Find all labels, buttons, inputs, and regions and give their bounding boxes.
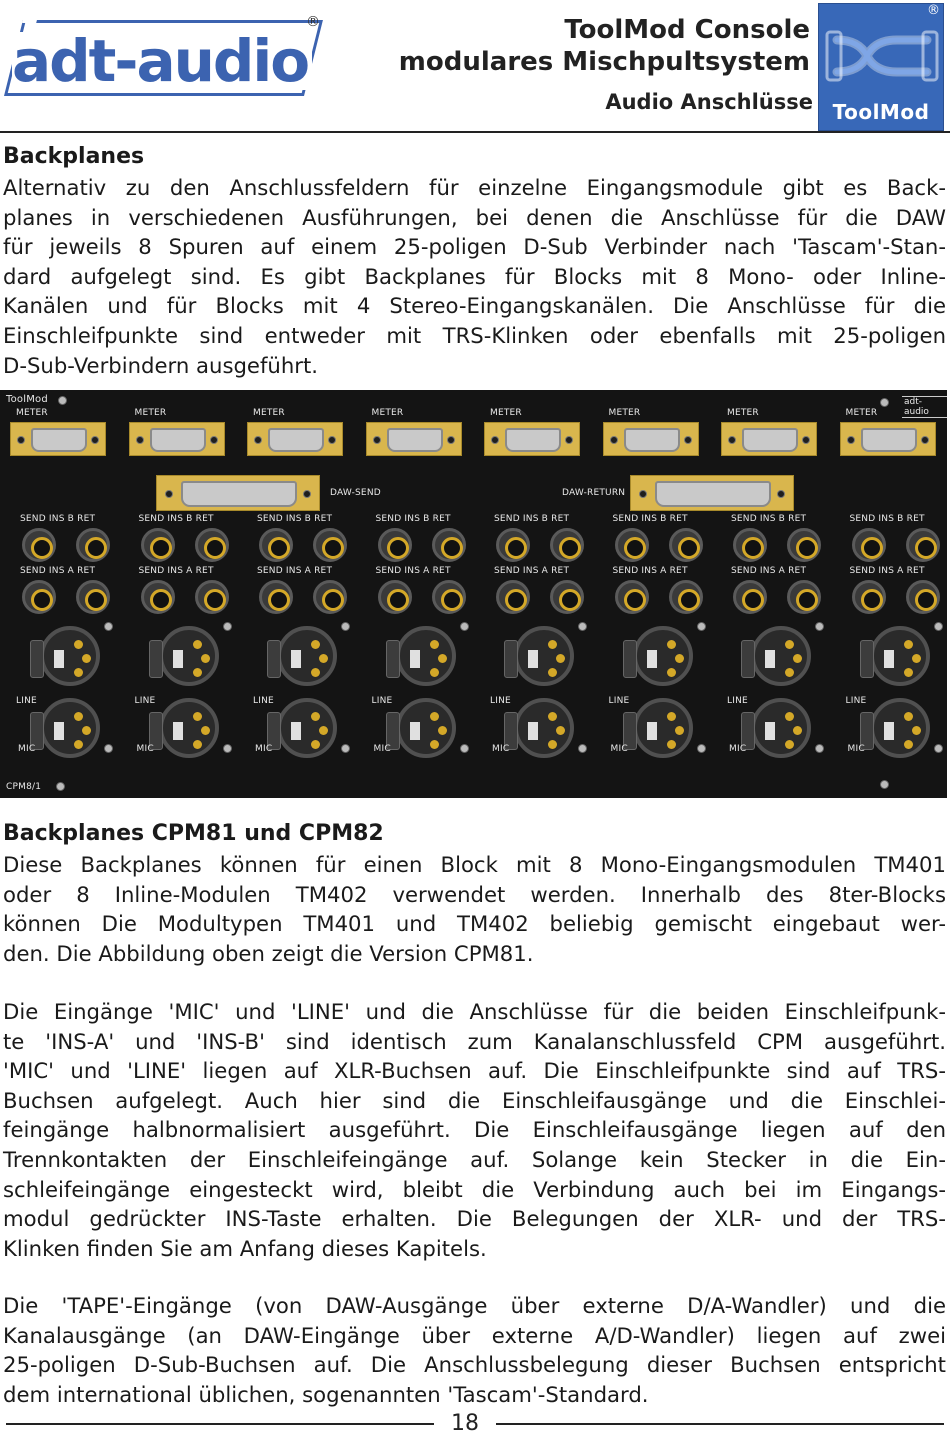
mic-label: MIC (610, 744, 628, 754)
insert-a-label: SEND INS A RET (731, 566, 807, 576)
line-xlr-connector (870, 626, 930, 686)
insert-b-send-jack (22, 528, 56, 562)
panel-screw (460, 622, 469, 631)
insert-a-label: SEND INS A RET (612, 566, 688, 576)
paragraph-line: für jeweils 8 Spuren auf einem 25-poligen D-Sub Verbinder nach 'Tascam'-Stan- (3, 234, 946, 260)
meter-label: METER (845, 408, 878, 418)
meter-label: METER (253, 408, 285, 418)
mic-xlr-connector (514, 698, 574, 758)
paragraph-line: Trennkontakten der Einschleifeingänge auf. Solange kein Stecker in die Ein- (3, 1146, 946, 1172)
insert-b-return-jack (787, 528, 821, 562)
line-label: LINE (371, 696, 393, 706)
heading-backplanes: Backplanes (3, 144, 145, 169)
line-label: LINE (727, 696, 748, 706)
meter-dsub9-connector (840, 422, 936, 456)
mic-xlr-connector (40, 698, 100, 758)
daw-return-label: DAW-RETURN (562, 488, 626, 498)
footer-rule-right (496, 1423, 944, 1425)
insert-a-label: SEND INS A RET (138, 566, 214, 576)
panel-model-label: CPM8/1 (6, 782, 42, 792)
panel-screw (815, 744, 824, 753)
meter-label: METER (16, 408, 48, 418)
panel-screw (223, 744, 232, 753)
paragraph-line: Klinken finden Sie am Anfang dieses Kapitels. (3, 1235, 487, 1261)
panel-screw (697, 744, 706, 753)
paragraph-line: Buchsen aufgelegt. Auch hier sind die Einschleifausgänge und die Einschlei- (3, 1087, 946, 1113)
meter-label: METER (490, 408, 522, 418)
line-label: LINE (134, 696, 156, 706)
line-label: LINE (608, 696, 630, 706)
panel-screw (697, 622, 706, 631)
heading-backplanes-cpm81-cpm82: Backplanes CPM81 und CPM82 (3, 821, 384, 846)
insert-b-return-jack (669, 528, 703, 562)
logo-text: adt-audio (12, 32, 312, 90)
adt-audio-logo (4, 14, 324, 100)
mic-label: MIC (729, 744, 747, 754)
toolmod-logo (818, 3, 944, 131)
line-xlr-connector (751, 626, 811, 686)
panel-screw (341, 622, 350, 631)
line-xlr-connector (633, 626, 693, 686)
panel-screw (56, 782, 65, 791)
meter-label: METER (371, 408, 404, 418)
paragraph-line: feingänge halbnormalisiert ausgeführt. Die Einschleifausgänge liegen auf den (3, 1117, 946, 1143)
mic-label: MIC (847, 744, 865, 754)
mic-xlr-connector (159, 698, 219, 758)
paragraph-line: 'MIC' und 'LINE' liegen auf XLR-Buchsen auf. Die Einschleifpunkte sind auf TRS- (3, 1058, 946, 1084)
panel-screw (880, 398, 889, 407)
mic-label: MIC (255, 744, 273, 754)
panel-screw (104, 744, 113, 753)
page-number: 18 (451, 1411, 479, 1435)
paragraph-line: Kanalausgänge (an DAW-Eingänge über externe A/D-Wandler) liegen auf zwei (3, 1322, 946, 1348)
insert-b-label: SEND INS B RET (612, 514, 688, 524)
insert-a-return-jack (787, 580, 821, 614)
toolmod-logo-text: ToolMod (832, 100, 930, 124)
panel-screw (58, 396, 67, 405)
daw-send-dsub25-connector (156, 475, 320, 511)
paragraph-line: Einschleifpunkte sind entweder mit TRS-Klinken oder ebenfalls mit 25-poligen (3, 322, 946, 348)
insert-a-send-jack (733, 580, 767, 614)
paragraph-backplanes (3, 173, 946, 380)
insert-a-label: SEND INS A RET (494, 566, 570, 576)
line-label: LINE (490, 696, 511, 706)
paragraph-line: dem international üblichen, sogenannten 'Tascam'-Standard. (3, 1381, 649, 1407)
toolmod-emblem-icon (819, 10, 945, 102)
line-xlr-connector (396, 626, 456, 686)
insert-a-send-jack (615, 580, 649, 614)
paragraph-tape-inputs (3, 1291, 946, 1409)
insert-a-label: SEND INS A RET (20, 566, 96, 576)
insert-a-label: SEND INS A RET (257, 566, 333, 576)
insert-a-send-jack (259, 580, 293, 614)
insert-b-return-jack (906, 528, 940, 562)
panel-screw (578, 622, 587, 631)
meter-dsub9-connector (721, 422, 817, 456)
panel-screw (578, 744, 587, 753)
mic-xlr-connector (633, 698, 693, 758)
mic-xlr-connector (870, 698, 930, 758)
daw-send-label: DAW-SEND (330, 488, 381, 498)
footer-rule-left (6, 1423, 434, 1425)
paragraph-line: Die 'TAPE'-Eingänge (von DAW-Ausgänge über externe D/A-Wandler) und die (3, 1293, 946, 1318)
insert-a-return-jack (669, 580, 703, 614)
paragraph-line: oder 8 Inline-Modulen TM402 verwendet werden. Innerhalb des 8ter-Blocks (3, 881, 946, 907)
document-title (399, 14, 810, 78)
insert-b-return-jack (76, 528, 110, 562)
insert-a-send-jack (378, 580, 412, 614)
panel-screw (934, 622, 943, 631)
paragraph-line: Alternativ zu den Anschlussfeldern für einzelne Eingangsmodule gibt es Back- (3, 175, 946, 200)
paragraph-line: te 'INS-A' und 'INS-B' sind identisch zum Kanalanschlussfeld CPM ausgeführt. (3, 1028, 946, 1054)
insert-b-label: SEND INS B RET (849, 514, 925, 524)
insert-b-send-jack (259, 528, 293, 562)
header-rule (0, 131, 950, 133)
insert-a-return-jack (76, 580, 110, 614)
line-label: LINE (253, 696, 274, 706)
insert-a-send-jack (852, 580, 886, 614)
insert-b-send-jack (852, 528, 886, 562)
insert-b-label: SEND INS B RET (138, 514, 214, 524)
paragraph-line: planes in verschiedenen Ausführungen, bei denen die Anschlüsse für die DAW (3, 204, 946, 230)
insert-a-return-jack (313, 580, 347, 614)
panel-screw (341, 744, 350, 753)
paragraph-line: Kanälen und für Blocks mit 4 Stereo-Eingangskanälen. Die Anschlüsse für die (3, 293, 946, 319)
meter-dsub9-connector (129, 422, 225, 456)
insert-b-label: SEND INS B RET (20, 514, 96, 524)
paragraph-line: den. Die Abbildung oben zeigt die Version CPM81. (3, 940, 534, 966)
insert-a-return-jack (550, 580, 584, 614)
mic-label: MIC (492, 744, 510, 754)
mic-xlr-connector (751, 698, 811, 758)
meter-label: METER (134, 408, 167, 418)
panel-screw (934, 744, 943, 753)
meter-dsub9-connector (366, 422, 462, 456)
insert-b-return-jack (195, 528, 229, 562)
daw-return-dsub25-connector (630, 475, 794, 511)
meter-dsub9-connector (603, 422, 699, 456)
line-xlr-connector (514, 626, 574, 686)
insert-b-send-jack (615, 528, 649, 562)
insert-b-send-jack (496, 528, 530, 562)
insert-a-send-jack (496, 580, 530, 614)
panel-screw (815, 622, 824, 631)
insert-b-label: SEND INS B RET (257, 514, 333, 524)
insert-a-return-jack (906, 580, 940, 614)
mic-label: MIC (18, 744, 36, 754)
paragraph-line: Die Eingänge 'MIC' und 'LINE' und die Anschlüsse für die beiden Einschleifpunk- (3, 999, 946, 1024)
panel-screw (880, 780, 889, 789)
insert-a-label: SEND INS A RET (849, 566, 925, 576)
mic-label: MIC (136, 744, 154, 754)
panel-screw (223, 622, 232, 631)
panel-brand-toolmod: ToolMod (6, 394, 48, 405)
insert-b-return-jack (550, 528, 584, 562)
insert-b-label: SEND INS B RET (731, 514, 807, 524)
insert-a-send-jack (141, 580, 175, 614)
document-title-line2: modulares Mischpultsystem (398, 47, 810, 77)
panel-brand-adt-audio: adt-audio (902, 396, 947, 418)
meter-dsub9-connector (247, 422, 343, 456)
line-label: LINE (16, 696, 37, 706)
paragraph-line: können Die Modultypen TM401 und TM402 beliebig gemischt eingebaut wer- (3, 911, 946, 937)
line-xlr-connector (277, 626, 337, 686)
logo-registered-mark: ® (306, 14, 320, 30)
panel-screw (104, 622, 113, 631)
paragraph-line: 25-poligen D-Sub-Buchsen auf. Die Anschlussbelegung dieser Buchsen entspricht (3, 1352, 946, 1378)
line-xlr-connector (159, 626, 219, 686)
toolmod-registered-mark: ® (927, 3, 940, 18)
paragraph-line: modul gedrückter INS-Taste erhalten. Die Belegungen der XLR- und der TRS- (3, 1206, 946, 1232)
insert-a-return-jack (432, 580, 466, 614)
insert-b-label: SEND INS B RET (375, 514, 451, 524)
paragraph-cpm81-cpm82 (3, 850, 946, 968)
insert-b-send-jack (141, 528, 175, 562)
meter-dsub9-connector (10, 422, 106, 456)
panel-screw (460, 744, 469, 753)
insert-b-send-jack (733, 528, 767, 562)
paragraph-mic-line-inserts (3, 997, 946, 1263)
insert-b-return-jack (313, 528, 347, 562)
insert-b-label: SEND INS B RET (494, 514, 570, 524)
paragraph-line: schleifeingänge eingesteckt wird, bleibt die Verbindung auch bei im Eingangs- (3, 1176, 946, 1202)
paragraph-line: Diese Backplanes können für einen Block mit 8 Mono-Eingangsmodulen TM401 (3, 852, 946, 877)
paragraph-line: D-Sub-Verbindern ausgeführt. (3, 352, 319, 378)
mic-label: MIC (373, 744, 391, 754)
mic-xlr-connector (277, 698, 337, 758)
document-title-line1: ToolMod Console (564, 15, 810, 45)
meter-label: METER (608, 408, 641, 418)
insert-b-send-jack (378, 528, 412, 562)
insert-a-return-jack (195, 580, 229, 614)
section-title: Audio Anschlüsse (605, 90, 813, 114)
meter-label: METER (727, 408, 759, 418)
backplane-panel-photo (0, 390, 947, 798)
insert-a-send-jack (22, 580, 56, 614)
meter-dsub9-connector (484, 422, 580, 456)
line-label: LINE (845, 696, 867, 706)
line-xlr-connector (40, 626, 100, 686)
mic-xlr-connector (396, 698, 456, 758)
paragraph-line: dard aufgelegt sind. Es gibt Backplanes für Blocks mit 8 Mono- oder Inline- (3, 263, 946, 289)
insert-b-return-jack (432, 528, 466, 562)
insert-a-label: SEND INS A RET (375, 566, 451, 576)
